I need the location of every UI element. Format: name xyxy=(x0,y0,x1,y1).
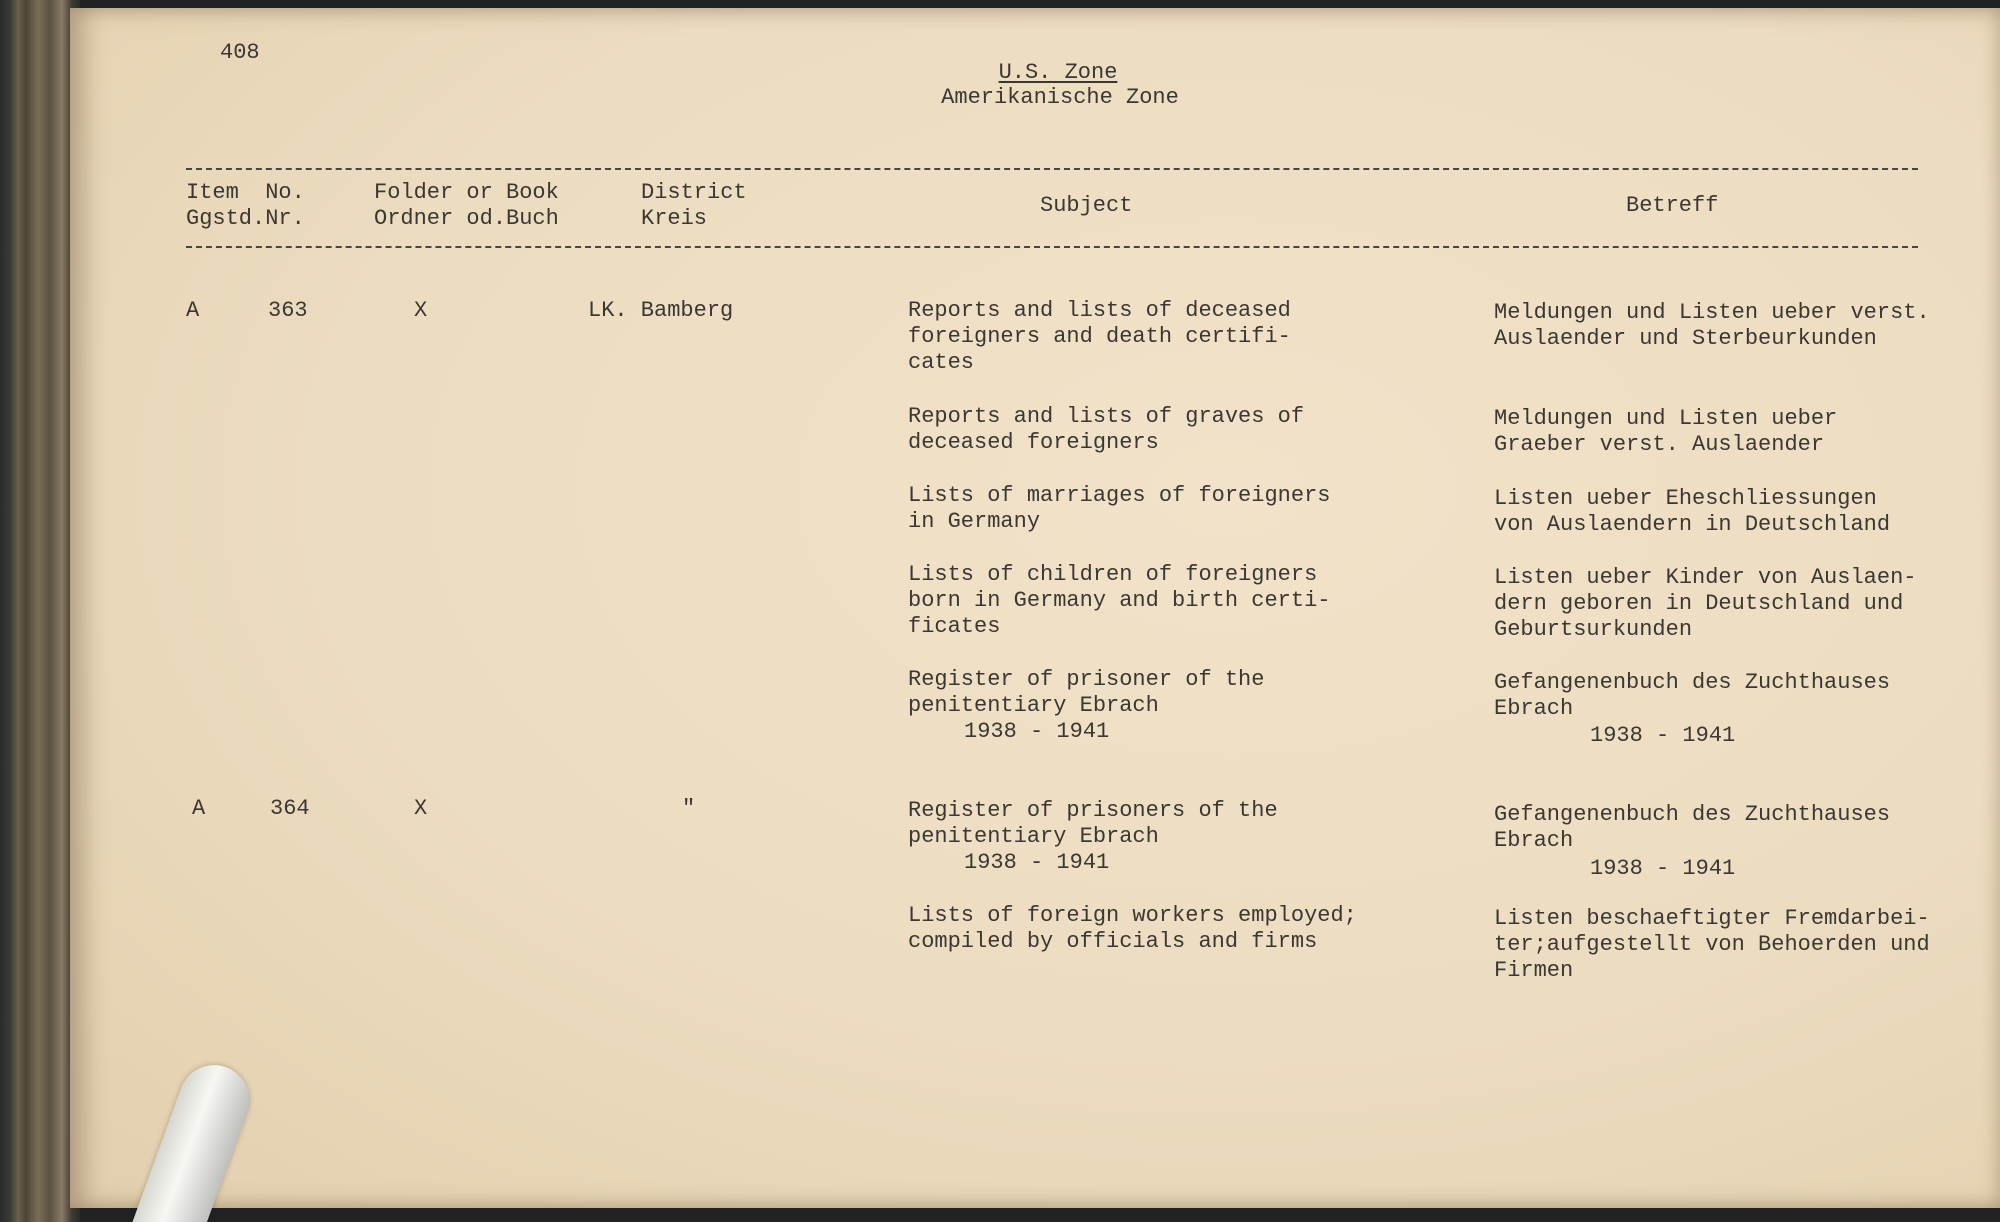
row-363-betreff-3: Listen ueber Eheschliessungen von Auslaendern in Deutschland xyxy=(1494,486,1891,537)
row-363-betreff-4: Listen ueber Kinder von Auslaen- dern geboren in Deutschland und Geburtsurkunden xyxy=(1494,565,1917,642)
row-363-betreff-1: Meldungen und Listen ueber verst. Auslaender und Sterbeurkunden xyxy=(1494,300,1930,351)
zone-subtitle: Amerikanische Zone xyxy=(941,85,1179,110)
header-rule-bottom xyxy=(186,246,1918,248)
row-364-betreff-1: Gefangenenbuch des Zuchthauses Ebrach xyxy=(1494,802,1891,853)
row-364-subject-2: Lists of foreign workers employed; compiled by officials and firms xyxy=(908,903,1357,954)
row-363-betreff-5-years: 1938 - 1941 xyxy=(1590,723,1736,748)
row-363-subject-3: Lists of marriages of foreigners in Germany xyxy=(908,483,1331,534)
zone-title: U.S. Zone xyxy=(998,60,1118,85)
row-363-subject-5: Register of prisoner of the penitentiary Ebrach xyxy=(908,667,1265,718)
row-364-district-ditto: " xyxy=(682,796,696,821)
row-364-subject-1-years: 1938 - 1941 xyxy=(964,850,1110,875)
row-364-betreff-2: Listen beschaeftigter Fremdarbei- ter;aufgestellt von Behoerden und Firmen xyxy=(1494,906,1930,983)
row-364-item: A xyxy=(192,796,206,821)
header-item-no: Item No. Ggstd.Nr. xyxy=(186,180,305,231)
row-363-betreff-5: Gefangenenbuch des Zuchthauses Ebrach xyxy=(1494,670,1891,721)
header-subject: Subject xyxy=(1040,193,1133,218)
header-rule-top xyxy=(186,168,1918,170)
row-364-number: 364 xyxy=(270,796,310,821)
row-364-betreff-1-years: 1938 - 1941 xyxy=(1590,856,1736,881)
row-363-item: A xyxy=(186,298,200,323)
page-number: 408 xyxy=(220,40,260,65)
header-betreff: Betreff xyxy=(1626,193,1719,218)
row-363-subject-2: Reports and lists of graves of deceased foreigners xyxy=(908,404,1305,455)
book-spine-edges xyxy=(0,0,80,1222)
row-363-subject-1: Reports and lists of deceased foreigners and death certifi- cates xyxy=(908,298,1291,375)
row-363-subject-4: Lists of children of foreigners born in Germany and birth certi- ficates xyxy=(908,562,1331,639)
row-363-district: LK. Bamberg xyxy=(588,298,734,323)
row-364-subject-1: Register of prisoners of the penitentiary Ebrach xyxy=(908,798,1278,849)
header-district: District Kreis xyxy=(641,180,747,231)
header-folder: Folder or Book Ordner od.Buch xyxy=(374,180,559,231)
row-364-folder: X xyxy=(414,796,428,821)
row-363-betreff-2: Meldungen und Listen ueber Graeber verst. Auslaender xyxy=(1494,406,1838,457)
row-363-folder: X xyxy=(414,298,428,323)
row-363-number: 363 xyxy=(268,298,308,323)
row-363-subject-5-years: 1938 - 1941 xyxy=(964,719,1110,744)
